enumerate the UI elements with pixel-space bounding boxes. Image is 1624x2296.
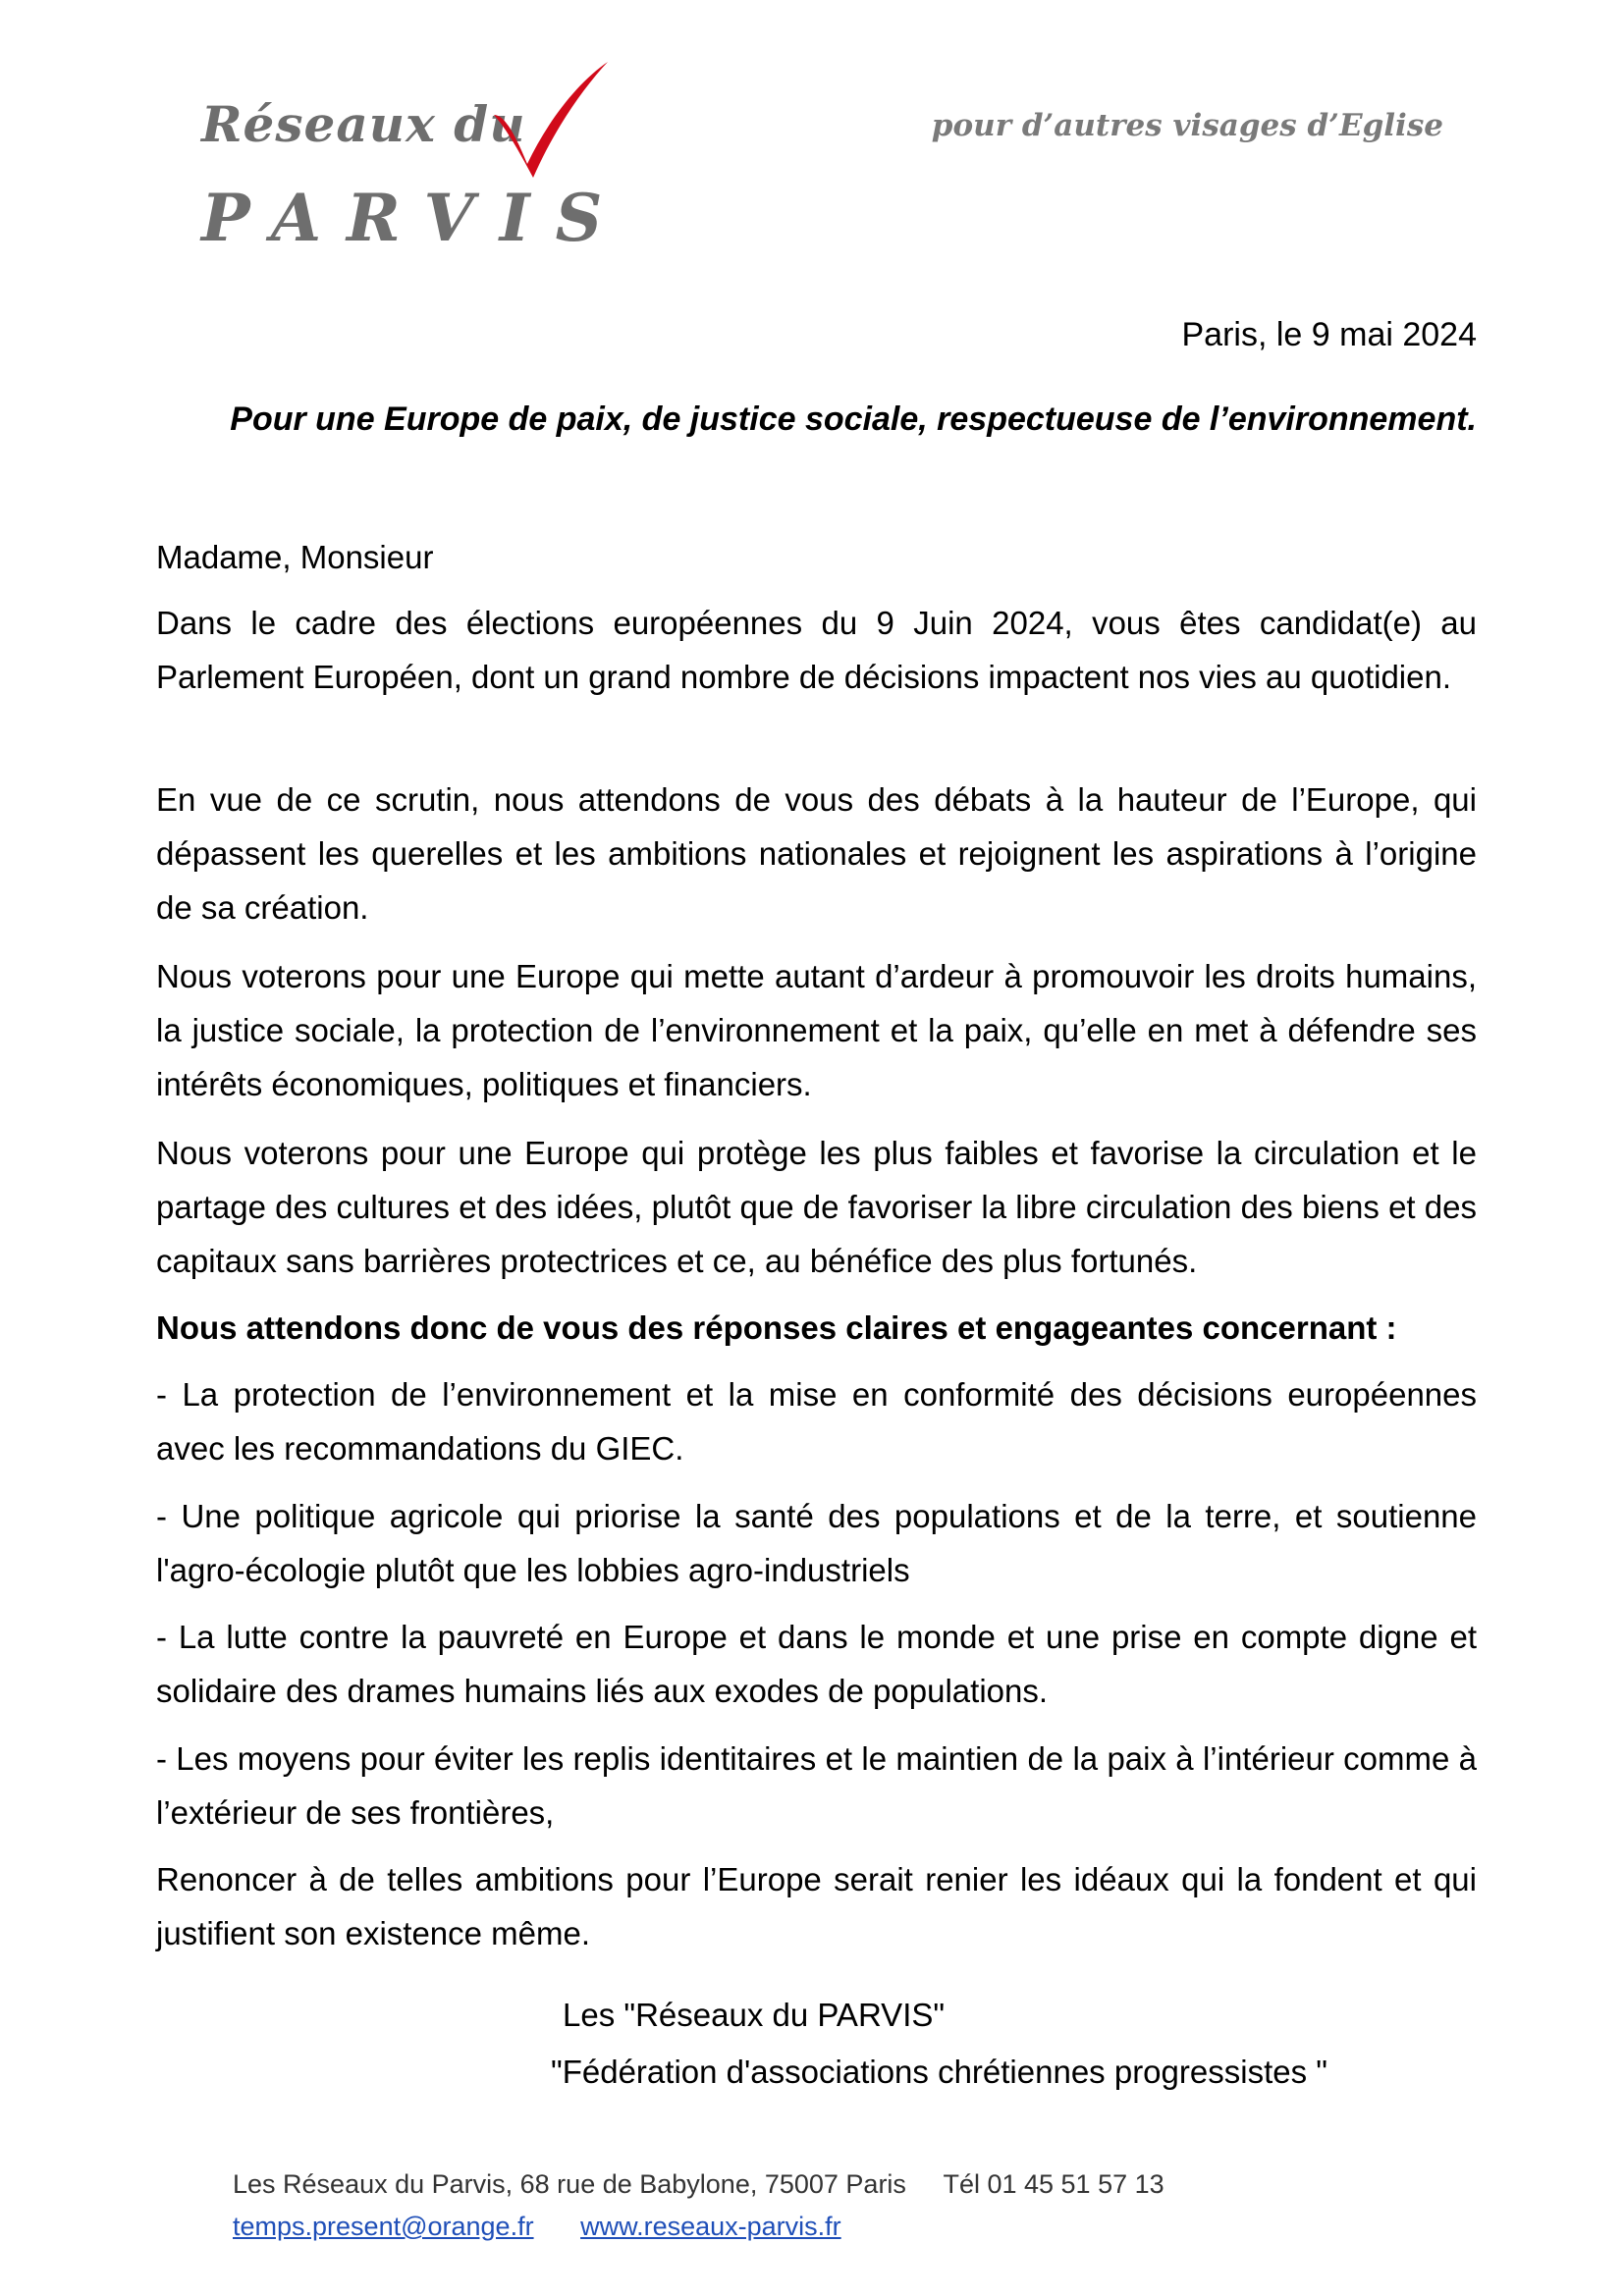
logo-text-line2: PARVIS [201, 180, 628, 256]
footer-phone: Tél 01 45 51 57 13 [943, 2169, 1164, 2199]
email-link[interactable]: temps.present@orange.fr [233, 2212, 534, 2241]
closing-paragraph: Renoncer à de telles ambitions pour l’Europe serait renier les idéaux qui la fondent et qui justifient son existence même. [156, 1861, 1477, 1951]
paragraph-1: Dans le cadre des élections européennes du 9 Juin 2024, vous êtes candidat(e) au Parlement Européen, dont un grand nombre de décisions impactent nos vies au quotidien. [156, 605, 1477, 695]
checkmark-icon [486, 54, 614, 182]
paragraph-4: Nous voterons pour une Europe qui protège les plus faibles et favorise la circulation et le partage des cultures et des idées, plutôt que de favoriser la libre circulation des biens et des capitaux sans barrières protectrices et ce, au bénéfice des plus fortunés. [156, 1135, 1477, 1279]
paragraph-2: En vue de ce scrutin, nous attendons de vous des débats à la hauteur de l’Europe, qui dépassent les querelles et les ambitions nationales et rejoignent les aspirations à l’origine de sa création. [156, 781, 1477, 926]
demand-item-2: - Une politique agricole qui priorise la santé des populations et de la terre, et soutienne l'agro-écologie plutôt que les lobbies agro-industriels [156, 1498, 1477, 1588]
lead-statement: Nous attendons donc de vous des réponses claires et engageantes concernant : [156, 1309, 1397, 1346]
demand-item-1: - La protection de l’environnement et la mise en conformité des décisions européennes avec les recommandations du GIEC. [156, 1376, 1477, 1467]
paragraph-3: Nous voterons pour une Europe qui mette autant d’ardeur à promouvoir les droits humains, la justice sociale, la protection de l’environnement et la paix, qu’elle en met à défendre ses intérêts économiques, politiques et financiers. [156, 958, 1477, 1102]
demand-item-3: - La lutte contre la pauvreté en Europe et dans le monde et une prise en compte digne et solidaire des drames humains liés aux exodes de populations. [156, 1619, 1477, 1709]
letter-date: Paris, le 9 mai 2024 [1181, 316, 1477, 353]
parvis-logo [191, 54, 628, 260]
footer-address-line [233, 2169, 1164, 2200]
footer-address: Les Réseaux du Parvis, 68 rue de Babylone, 75007 Paris [233, 2169, 906, 2199]
signature-subtitle: "Fédération d'associations chrétiennes progressistes " [551, 2054, 1327, 2090]
demand-item-4: - Les moyens pour éviter les replis identitaires et le maintien de la paix à l’intérieur comme à l’extérieur de ses frontières, [156, 1740, 1477, 1831]
logo-text-line1: Réseaux du [201, 95, 526, 153]
signature-name: Les "Réseaux du PARVIS" [563, 1997, 946, 2033]
footer-links [233, 2212, 841, 2242]
website-link[interactable]: www.reseaux-parvis.fr [580, 2212, 841, 2241]
greeting: Madame, Monsieur [156, 539, 434, 575]
letter-headline: Pour une Europe de paix, de justice sociale, respectueuse de l’environnement. [230, 400, 1477, 438]
tagline: pour d’autres visages d’Eglise [931, 108, 1443, 143]
